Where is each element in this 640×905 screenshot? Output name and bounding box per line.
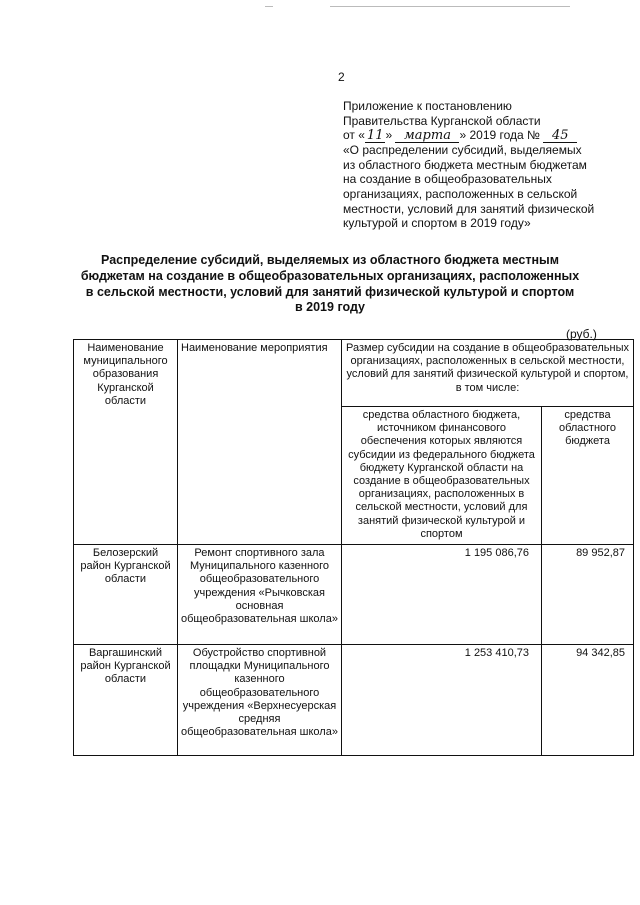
title-line: Распределение субсидий, выделяемых из областного бюджета местным xyxy=(101,253,559,267)
header-regional: средства областного бюджета xyxy=(542,407,634,545)
handwritten-number: 45 xyxy=(543,130,577,143)
header-row xyxy=(74,340,634,407)
units-label: (руб.) xyxy=(566,327,597,341)
appendix-line: Правительства Курганской области xyxy=(343,113,541,128)
handwritten-month: марта xyxy=(395,130,459,143)
page-number: 2 xyxy=(338,70,345,84)
appendix-line: на создание в общеобразовательных xyxy=(343,172,552,187)
appendix-block xyxy=(343,99,623,231)
subsidy-table xyxy=(73,339,634,756)
appendix-line: из областного бюджета местным бюджетам xyxy=(343,157,587,172)
row-activity: Обустройство спортивной площадки Муниципального казенного общеобразовательного учреждения «Верхнесуерская средняя общеобразовательная школа» xyxy=(178,645,342,756)
date-year: » 2019 года № xyxy=(459,128,540,143)
row-municipality: Белозерский район Курганской области xyxy=(74,545,178,645)
date-prefix: от « xyxy=(343,128,365,143)
row-regional-amount: 94 342,85 xyxy=(542,645,634,756)
scan-top-line xyxy=(330,6,570,7)
header-federal: средства областного бюджета, источником финансового обеспечения которых являются субсидии из федерального бюджета бюджету Курганской области на создание в общеобразовательных организациях, расположенных в сельской местности, условий для занятий физической культурой и спортом xyxy=(342,407,542,545)
appendix-line: организациях, расположенных в сельской xyxy=(343,186,578,201)
appendix-line: «О распределении субсидий, выделяемых xyxy=(343,143,582,158)
document-title xyxy=(66,253,594,316)
row-federal-amount: 1 253 410,73 xyxy=(342,645,542,756)
header-activity: Наименование мероприятия xyxy=(178,340,342,545)
row-municipality: Варгашинский район Курганской области xyxy=(74,645,178,756)
row-regional-amount: 89 952,87 xyxy=(542,545,634,645)
scan-top-mark xyxy=(265,6,273,7)
appendix-line: Приложение к постановлению xyxy=(343,99,512,113)
title-line: бюджетам на создание в общеобразовательных организациях, расположенных xyxy=(80,268,580,283)
title-line: в сельской местности, условий для занятий физической культурой и спортом xyxy=(85,284,575,299)
title-line: в 2019 году xyxy=(295,300,365,315)
table-row xyxy=(74,645,634,756)
header-municipality: Наименование муниципального образования Курганской области xyxy=(74,340,178,545)
appendix-date-line: от « 11 » марта » 2019 года № 45 xyxy=(343,128,623,143)
appendix-line: культурой и спортом в 2019 году» xyxy=(343,216,531,231)
row-activity: Ремонт спортивного зала Муниципального казенного общеобразовательного учреждения «Рычковская основная общеобразовательная школа» xyxy=(178,545,342,645)
appendix-line: местности, условий для занятий физической xyxy=(343,201,595,216)
header-subsidy: Размер субсидии на создание в общеобразовательных организациях, расположенных в сельской местности, условий для занятий физической культурой и спортом, в том числе: xyxy=(342,340,634,407)
handwritten-day: 11 xyxy=(366,128,384,144)
row-federal-amount: 1 195 086,76 xyxy=(342,545,542,645)
table-row xyxy=(74,545,634,645)
